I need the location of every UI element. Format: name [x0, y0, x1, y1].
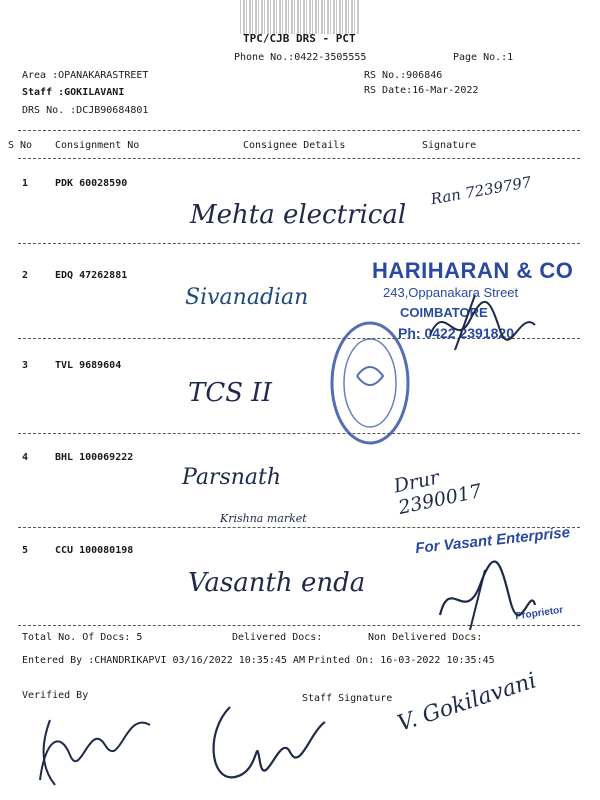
total-docs: Total No. Of Docs: 5 [22, 632, 143, 643]
column-consignee: Consignee Details [243, 140, 346, 151]
row-4-divider [18, 527, 580, 528]
rs-date: RS Date:16-Mar-2022 [364, 85, 479, 96]
stamp-hariharan-phone: Ph: 0422 2391820 [398, 325, 514, 341]
page-number: Page No.:1 [453, 52, 514, 63]
row-3-sno: 3 [22, 360, 29, 371]
row-4-consignee-handwritten: Parsnath [182, 465, 282, 490]
staff-label: Staff :GOKILAVANI [22, 87, 125, 98]
column-consignment: Consignment No [55, 140, 140, 151]
delivered-docs: Delivered Docs: [232, 632, 323, 643]
printed-on: Printed On: 16-03-2022 10:35:45 [308, 655, 495, 666]
round-seal-icon [325, 318, 415, 448]
column-signature: Signature [422, 140, 477, 151]
verifier-signature [30, 700, 160, 790]
area-label: Area :OPANAKARASTREET [22, 70, 149, 81]
stamp-vasant-line2: Proprietor [514, 604, 564, 623]
header-divider-bottom [18, 158, 580, 159]
row-2-consignment: EDQ 47262881 [55, 270, 128, 281]
row-4-consignee-sub: Krishna market [220, 512, 307, 525]
staff-signature-label: Staff Signature [302, 693, 393, 704]
row-5-consignment: CCU 100080198 [55, 545, 134, 556]
non-delivered-docs: Non Delivered Docs: [368, 632, 483, 643]
header-divider-top [18, 130, 580, 131]
row-1-sno: 1 [22, 178, 29, 189]
row-1-consignee-handwritten: Mehta electrical [190, 200, 407, 230]
row-5-sno: 5 [22, 545, 29, 556]
row-1-signature: Ran 7239797 [429, 172, 533, 209]
stamp-hariharan-name: HARIHARAN & CO [372, 258, 574, 283]
row-4-sno: 4 [22, 452, 29, 463]
row-5-consignee-handwritten: Vasanth enda [188, 568, 366, 598]
row-2-sno: 2 [22, 270, 29, 281]
staff-signature: V. Gokilavani [394, 668, 540, 737]
row-1-divider [18, 243, 580, 244]
row-2-consignee-handwritten: Sivanadian [185, 285, 309, 310]
row-5-signature-scribble [430, 555, 540, 635]
rs-number: RS No.:906846 [364, 70, 443, 81]
column-sno: S No [8, 140, 33, 151]
phone-number: Phone No.:0422-3505555 [234, 52, 367, 63]
stamp-hariharan-city: COIMBATORE [400, 305, 488, 320]
barcode [240, 0, 360, 34]
entry-signature [200, 692, 330, 792]
row-3-consignment: TVL 9689604 [55, 360, 122, 371]
row-3-consignee-handwritten: TCS II [188, 378, 272, 408]
row-3-divider [18, 433, 580, 434]
stamp-hariharan-address: 243,Oppanakara Street [383, 285, 519, 300]
entered-by: Entered By :CHANDRIKAPVI 03/16/2022 10:35:45 AM [22, 655, 305, 666]
row-2-signature-scribble [425, 290, 545, 360]
verified-by-label: Verified By [22, 690, 89, 701]
stamp-vasant-line1: For Vasant Enterprise [414, 523, 571, 558]
drs-number: DRS No. :DCJB90684801 [22, 105, 149, 116]
row-1-consignment: PDK 60028590 [55, 178, 128, 189]
document-title: TPC/CJB DRS - PCT [243, 32, 356, 45]
row-4-consignment: BHL 100069222 [55, 452, 134, 463]
row-4-signature: Drur 2390017 [391, 466, 484, 520]
